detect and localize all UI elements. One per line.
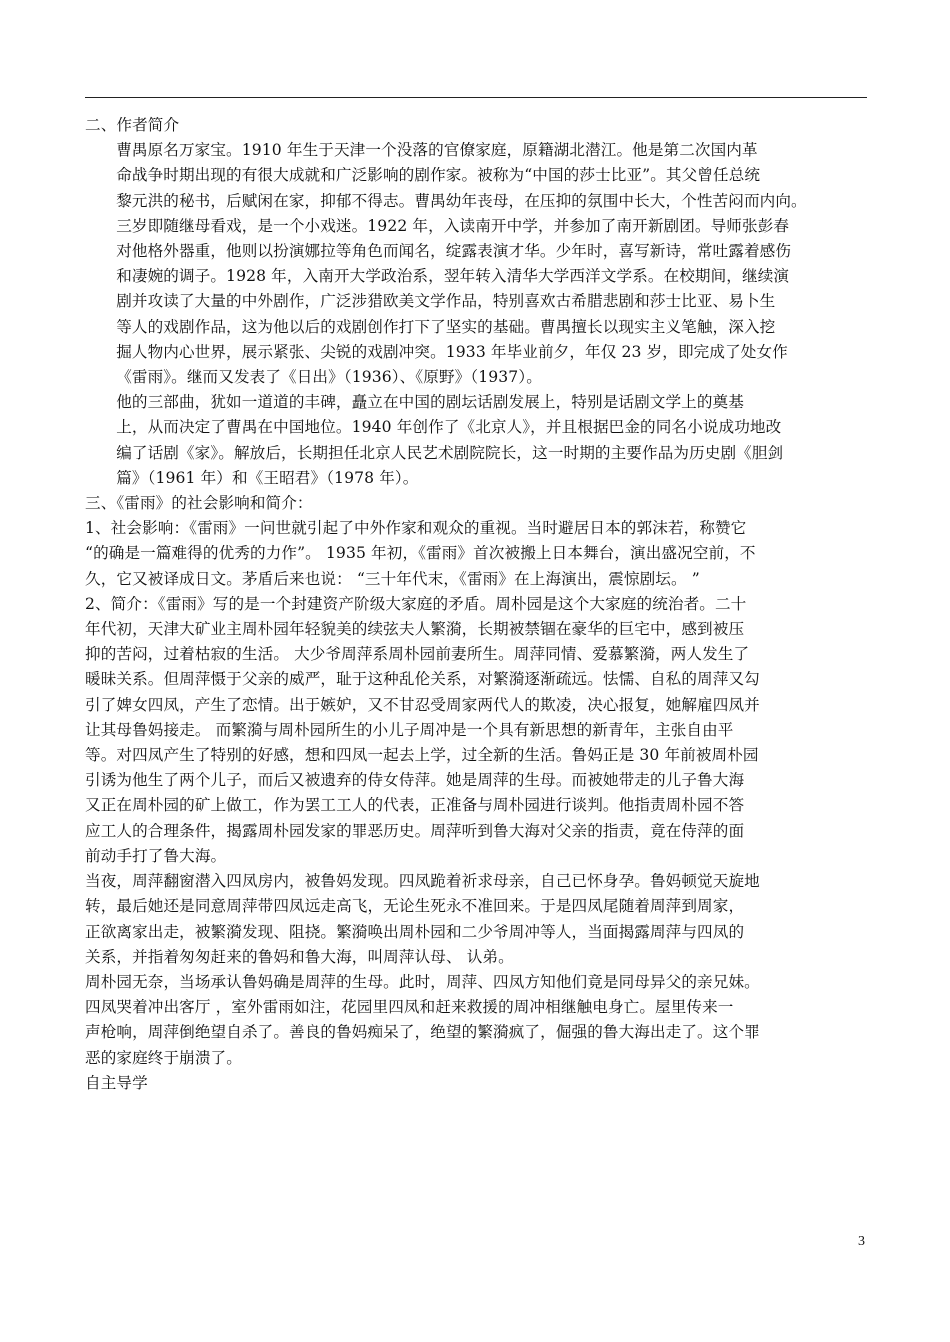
text-line: 应工人的合理条件，揭露周朴园发家的罪恶历史。周萍听到鲁大海对父亲的指责，竟在侍萍的面 bbox=[85, 821, 745, 840]
text-line: 又正在周朴园的矿上做工，作为罢工工人的代表，正准备与周朴园进行谈判。他指责周朴园不答 bbox=[85, 796, 745, 815]
paragraph-author-bio bbox=[85, 138, 869, 390]
paragraph-trilogy bbox=[85, 390, 869, 491]
paragraph-summary bbox=[85, 592, 869, 869]
text-line: 年代初，天津大矿业主周朴园年轻貌美的续弦夫人繁漪，长期被禁锢在豪华的巨宅中，感到被压 bbox=[85, 620, 745, 639]
text-line: 上，从而决定了曹禺在中国地位。1940 年创作了《北京人》，并且根据巴金的同名小说成功地改 bbox=[116, 418, 782, 437]
paragraph-ending bbox=[85, 970, 869, 1071]
text-line: 他的三部曲，犹如一道道的丰碑，矗立在中国的剧坛话剧发展上，特别是话剧文学上的奠基 bbox=[116, 393, 744, 412]
text-line: 《雷雨》。继而又发表了《日出》（1936）、《原野》（1937）。 bbox=[116, 368, 542, 387]
text-line: 黎元洪的秘书，后赋闲在家，抑郁不得志。曹禺幼年丧母，在压抑的氛围中长大，个性苦闷而内向。 bbox=[116, 191, 807, 210]
text-line: 三岁即随继母看戏，是一个小戏迷。1922 年，入读南开中学，并参加了南开新剧团。导师张彭春 bbox=[116, 216, 790, 235]
paragraph-night bbox=[85, 869, 869, 970]
header-rule bbox=[85, 97, 867, 98]
text-line: 掘人物内心世界，展示紧张、尖锐的戏剧冲突。1933 年毕业前夕，年仅 23 岁，即完成了处女作 bbox=[116, 342, 788, 361]
text-line: 久，它又被译成日文。茅盾后来也说： “三十年代末，《雷雨》在上海演出，震惊剧坛。 ” bbox=[85, 569, 700, 588]
text-line: 抑的苦闷，过着枯寂的生活。 大少爷周萍系周朴园前妻所生。周萍同情、爱慕繁漪，两人发生了 bbox=[85, 645, 750, 664]
text-line: 转，最后她还是同意周萍带四凤远走高飞，无论生死永不准回来。于是四凤尾随着周萍到周家， bbox=[85, 897, 745, 916]
text-line: 引诱为他生了两个儿子，而后又被遗弃的侍女侍萍。她是周萍的生母。而被她带走的儿子鲁大海 bbox=[85, 771, 745, 790]
page-number: 3 bbox=[858, 1234, 865, 1249]
text-line: 篇》（1961 年）和《王昭君》（1978 年）。 bbox=[116, 468, 419, 487]
text-line: 对他格外器重，他则以扮演娜拉等角色而闻名，绽露表演才华。少年时，喜写新诗，常吐露着感伤 bbox=[116, 242, 792, 261]
text-line: 命战争时期出现的有很大成就和广泛影响的剧作家。被称为“中国的莎士比亚”。其父曾任总统 bbox=[116, 166, 761, 185]
paragraph-influence bbox=[85, 516, 869, 592]
text-line: 四凤哭着冲出客厅 ，室外雷雨如注，花园里四凤和赶来救援的周冲相继触电身亡。屋里传来一 bbox=[85, 998, 734, 1017]
text-line: 当夜，周萍翻窗潜入四凤房内，被鲁妈发现。四凤跪着祈求母亲，自己已怀身孕。鲁妈顿觉天旋地 bbox=[85, 872, 760, 891]
text-line: 曹禺原名万家宝。1910 年生于天津一个没落的官僚家庭，原籍湖北潜江。他是第二次国内革 bbox=[116, 141, 758, 160]
text-line: 正欲离家出走，被繁漪发现、阻挠。繁漪唤出周朴园和二少爷周冲等人，当面揭露周萍与四凤的 bbox=[85, 922, 745, 941]
text-line: 周朴园无奈，当场承认鲁妈确是周萍的生母。此时，周萍、四凤方知他们竟是同母异父的亲兄妹。 bbox=[85, 972, 760, 991]
text-line: 1、社会影响：《雷雨》一问世就引起了中外作家和观众的重视。当时避居日本的郭沫若，称赞它 bbox=[85, 519, 747, 538]
text-line: “的确是一篇难得的优秀的力作”。 1935 年初，《雷雨》首次被搬上日本舞台，演出盛况空前，不 bbox=[85, 544, 756, 563]
text-line: 引了婢女四凤，产生了恋情。出于嫉妒，又不甘忍受周家两代人的欺凌，决心报复，她解雇四凤并 bbox=[85, 695, 760, 714]
text-line: 等。对四凤产生了特别的好感，想和四凤一起去上学，过全新的生活。鲁妈正是 30 年前被周朴园 bbox=[85, 746, 759, 765]
section-heading-self-study: 自主导学 bbox=[85, 1073, 148, 1092]
section-heading-thunderstorm: 三、《雷雨》的社会影响和简介： bbox=[85, 494, 313, 513]
text-line: 2、简介：《雷雨》写的是一个封建资产阶级大家庭的矛盾。周朴园是这个大家庭的统治者。二十 bbox=[85, 594, 747, 613]
text-line: 让其母鲁妈接走。 而繁漪与周朴园所生的小儿子周冲是一个具有新思想的新青年，主张自由平 bbox=[85, 720, 734, 739]
text-line: 暖昧关系。但周萍慑于父亲的威严，耻于这种乱伦关系，对繁漪逐渐疏远。怯懦、自私的周萍又勾 bbox=[85, 670, 760, 689]
text-line: 等人的戏剧作品，这为他以后的戏剧创作打下了坚实的基础。曹禺擅长以现实主义笔触，深入挖 bbox=[116, 317, 776, 336]
document-body bbox=[85, 113, 869, 1096]
text-line: 恶的家庭终于崩溃了。 bbox=[85, 1048, 242, 1067]
section-heading-author: 二、作者简介 bbox=[85, 116, 180, 134]
text-line: 前动手打了鲁大海。 bbox=[85, 846, 227, 865]
text-line: 剧并攻读了大量的中外剧作，广泛涉猎欧美文学作品，特别喜欢古希腊悲剧和莎士比亚、易卜生 bbox=[116, 292, 776, 311]
text-line: 声枪响，周萍倒绝望自杀了。善良的鲁妈痴呆了，绝望的繁漪疯了，倔强的鲁大海出走了。这个罪 bbox=[85, 1023, 760, 1042]
text-line: 关系，并指着匆匆赶来的鲁妈和鲁大海，叫周萍认母、 认弟。 bbox=[85, 947, 514, 966]
text-line: 编了话剧《家》。解放后，长期担任北京人民艺术剧院院长，这一时期的主要作品为历史剧《胆剑 bbox=[116, 443, 784, 462]
text-line: 和凄婉的调子。1928 年，入南开大学政治系，翌年转入清华大学西洋文学系。在校期间，继续演 bbox=[116, 267, 790, 286]
